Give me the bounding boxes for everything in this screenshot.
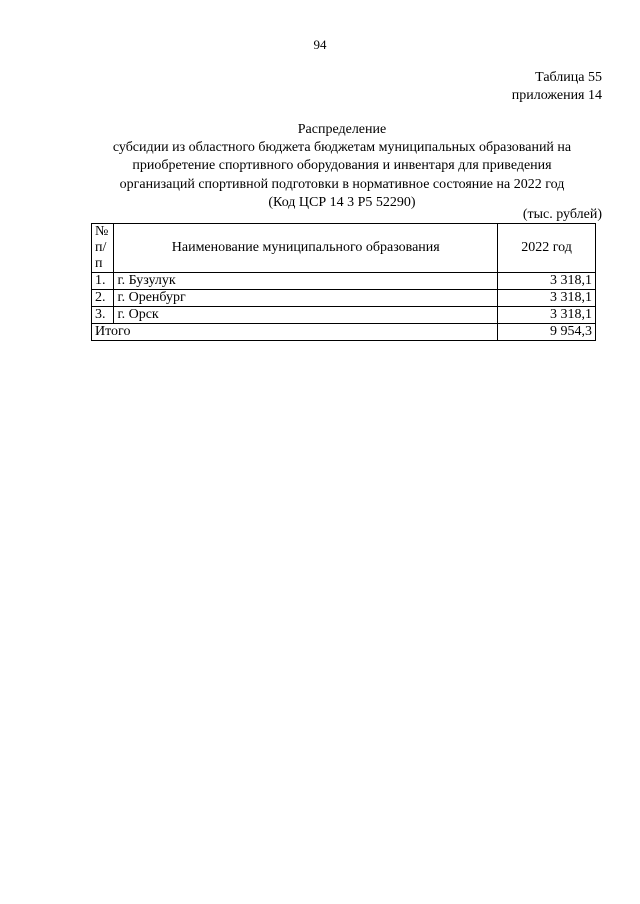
header-number (92, 224, 114, 273)
row-municipality: г. Бузулук (114, 273, 498, 290)
units-label: (тыс. рублей) (522, 207, 602, 222)
subsidy-table (91, 223, 596, 341)
heading-line-1: Распределение (297, 122, 387, 137)
heading-line-2: субсидии из областного бюджета бюджетам муниципальных образований на (112, 140, 572, 156)
row-value: 3 318,1 (498, 307, 596, 324)
row-number: 2. (92, 290, 114, 307)
row-municipality: г. Оренбург (114, 290, 498, 307)
table-total-row (92, 324, 596, 341)
table-reference-line-1: Таблица 55 (535, 70, 602, 85)
row-number: 3. (92, 307, 114, 324)
row-number: 1. (92, 273, 114, 290)
total-label: Итого (92, 324, 498, 341)
table-row (92, 290, 596, 307)
table-row (92, 273, 596, 290)
header-year: 2022 год (498, 224, 596, 273)
page-number: 94 (313, 37, 327, 52)
table-reference (512, 69, 602, 105)
header-number-line-2: п/п (95, 240, 107, 271)
row-value: 3 318,1 (498, 273, 596, 290)
table-reference-line-2: приложения 14 (511, 88, 602, 103)
document-heading (80, 121, 604, 212)
row-municipality: г. Орск (114, 307, 498, 324)
table-header-row (92, 224, 596, 273)
header-number-line-1: № (95, 224, 109, 239)
heading-line-5: (Код ЦСР 14 3 Р5 52290) (268, 194, 416, 210)
row-value: 3 318,1 (498, 290, 596, 307)
table-row (92, 307, 596, 324)
total-value: 9 954,3 (498, 324, 596, 341)
heading-line-3: приобретение спортивного оборудования и инвентаря для приведения (132, 158, 552, 174)
header-municipality-name: Наименование муниципального образования (114, 224, 498, 273)
heading-line-4: организаций спортивной подготовки в нормативное состояние на 2022 год (119, 176, 565, 192)
